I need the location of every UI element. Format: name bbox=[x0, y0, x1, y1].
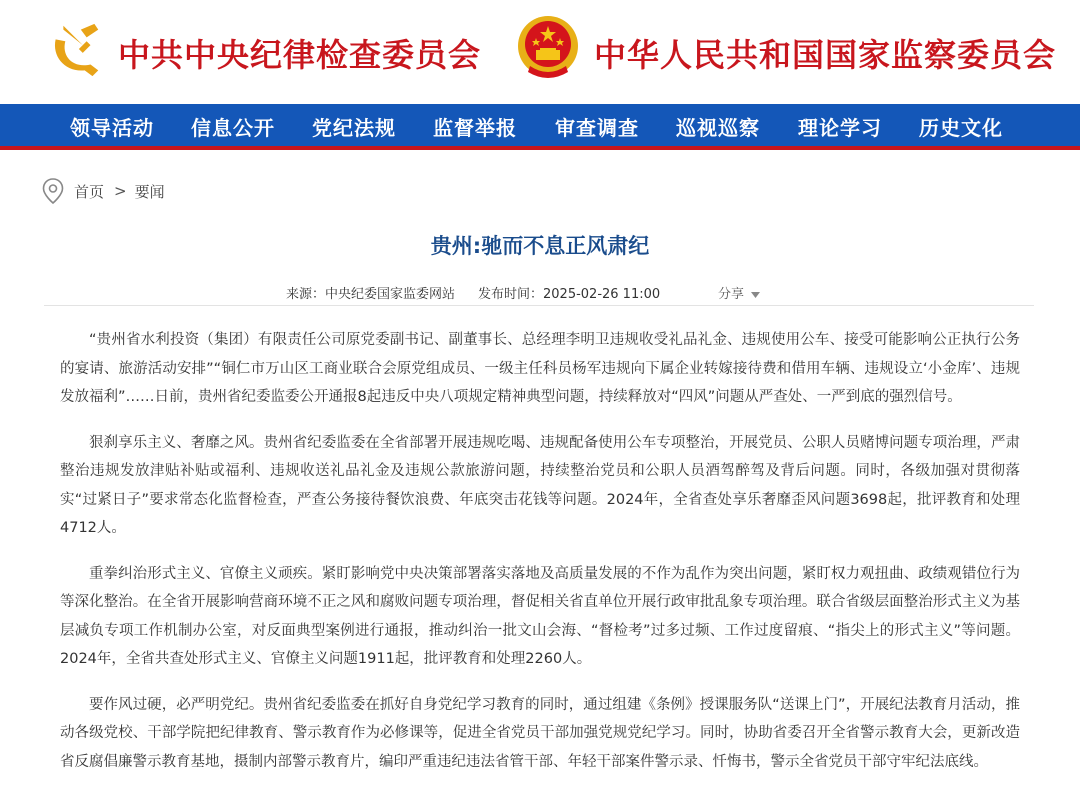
cpc-commission-title[interactable]: 中共中央纪律检查委员会 bbox=[118, 36, 482, 74]
article-body bbox=[60, 326, 1020, 793]
article-title: 贵州:驰而不息正风肃纪 bbox=[430, 234, 650, 258]
article-paragraph: 重拳纠治形式主义、官僚主义顽疾。紧盯影响党中央决策部署落实落地及高质量发展的不作为乱作为突出问题，紧盯权力观扭曲、政绩观错位行为等深化整治。在全省开展影响营商环境不正之风和腐败问题专项治理，督促相关省直单位开展行政审批乱象专项治理。联合省级层面整治形式主义为基层减负专项工作机制办公室，对反面典型案例进行通报，推动纠治一批文山会海、“督检考”过多过频、工作过度留痕、“指尖上的形式主义”等问题。2024年，全省共查处形式主义、官僚主义问题1911起，批评教育和处理2260人。 bbox=[60, 565, 1020, 667]
nav-item-investigation[interactable]: 审查调查 bbox=[555, 116, 639, 140]
meta-divider bbox=[44, 305, 1034, 306]
article-publish-time: 发布时间：2025-02-26 11:00 bbox=[478, 287, 661, 302]
nav-item-history[interactable]: 历史文化 bbox=[919, 116, 1003, 140]
site-header bbox=[0, 0, 1080, 104]
article-source: 来源：中央纪委国家监委网站 bbox=[286, 287, 456, 302]
share-button[interactable] bbox=[718, 283, 760, 302]
nav-item-leadership[interactable]: 领导活动 bbox=[70, 116, 154, 140]
breadcrumb-separator: > bbox=[114, 182, 127, 200]
nav-item-report[interactable]: 监督举报 bbox=[433, 116, 517, 140]
breadcrumb-current[interactable]: 要闻 bbox=[134, 182, 165, 201]
share-label: 分享 bbox=[718, 287, 745, 302]
article-paragraph: “贵州省水利投资（集团）有限责任公司原党委副书记、副董事长、总经理李明卫违规收受礼品礼金、违规使用公车、接受可能影响公正执行公务的宴请、旅游活动安排”“铜仁市万山区工商业联合会原党组成员、一级主任科员杨军违规向下属企业转嫁接待费和借用车辆、违规设立‘小金库’、违规发放福利”……日前，贵州省纪委监委公开通报8起违反中央八项规定精神典型问题，持续释放对“四风”问题从严查处、一严到底的强烈信号。 bbox=[60, 332, 1020, 405]
article-paragraph: 狠刹享乐主义、奢靡之风。贵州省纪委监委在全省部署开展违规吃喝、违规配备使用公车专项整治，开展党员、公职人员赌博问题专项治理，严肃整治违规发放津贴补贴或福利、违规收送礼品礼金及违规公款旅游问题，持续整治党员和公职人员酒驾醉驾及背后问题。同时，各级加强对贯彻落实“过紧日子”要求常态化监督检查，严查公务接待餐饮浪费、年底突击花钱等问题。2024年，全省查处享乐奢靡歪风问题3698起，批评教育和处理4712人。 bbox=[60, 434, 1020, 536]
nav-item-theory[interactable]: 理论学习 bbox=[798, 116, 882, 140]
article-paragraph: 要作风过硬，必严明党纪。贵州省纪委监委在抓好自身党纪学习教育的同时，通过组建《条例》授课服务队“送课上门”，开展纪法教育月活动，推动各级党校、干部学院把纪律教育、警示教育作为必修课等，促进全省党员干部加强党规党纪学习。同时，协助省委召开全省警示教育大会，更新改造省反腐倡廉警示教育基地，摄制内部警示教育片，编印严重违纪违法省管干部、年轻干部案件警示录、忏悔书，警示全省党员干部守牢纪法底线。 bbox=[60, 696, 1020, 770]
nav-item-inspection[interactable]: 巡视巡察 bbox=[676, 116, 760, 140]
hammer-sickle-icon[interactable] bbox=[44, 18, 106, 80]
nav-item-party-rules[interactable]: 党纪法规 bbox=[312, 116, 396, 140]
nav-item-info-disclosure[interactable]: 信息公开 bbox=[191, 116, 275, 140]
supervision-commission-title[interactable]: 中华人民共和国国家监察委员会 bbox=[594, 36, 1057, 74]
main-nav bbox=[0, 104, 1080, 150]
national-emblem-icon[interactable] bbox=[516, 14, 580, 84]
caret-down-icon bbox=[751, 292, 760, 298]
breadcrumb bbox=[42, 178, 165, 204]
location-pin-icon bbox=[42, 178, 64, 204]
breadcrumb-home[interactable]: 首页 bbox=[74, 182, 105, 201]
